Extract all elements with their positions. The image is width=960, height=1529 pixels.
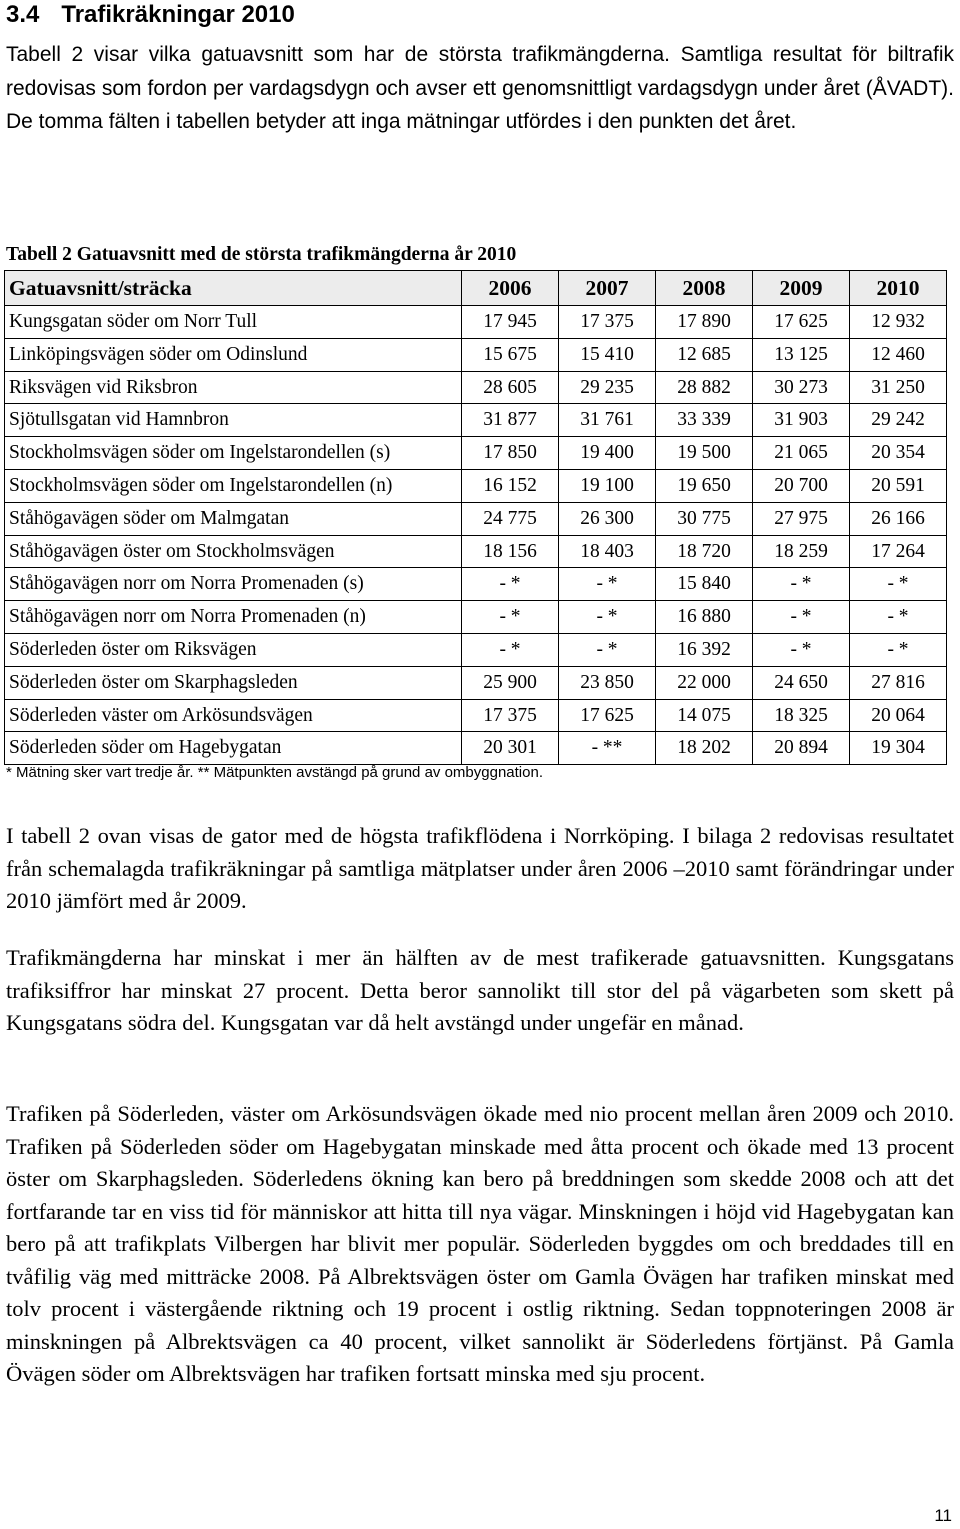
table-row — [5, 469, 947, 502]
row-label-cell: Ståhögavägen norr om Norra Promenaden (n) — [5, 601, 462, 634]
row-value-cell: - * — [753, 601, 850, 634]
row-label-cell: Kungsgatan söder om Norr Tull — [5, 306, 462, 339]
row-value-cell: 19 400 — [559, 437, 656, 470]
row-value-cell: - * — [559, 633, 656, 666]
row-value-cell: 24 775 — [462, 502, 559, 535]
row-value-cell: 17 264 — [850, 535, 947, 568]
row-value-cell: - * — [559, 601, 656, 634]
table-row — [5, 306, 947, 339]
row-value-cell: 28 605 — [462, 371, 559, 404]
row-value-cell: 14 075 — [656, 699, 753, 732]
row-value-cell: 15 840 — [656, 568, 753, 601]
row-label-cell: Linköpingsvägen söder om Odinslund — [5, 338, 462, 371]
row-label-cell: Ståhögavägen norr om Norra Promenaden (s) — [5, 568, 462, 601]
row-value-cell: 17 850 — [462, 437, 559, 470]
row-value-cell: 20 700 — [753, 469, 850, 502]
table-row — [5, 371, 947, 404]
row-value-cell: 16 392 — [656, 633, 753, 666]
row-value-cell: - * — [462, 568, 559, 601]
row-label-cell: Stockholmsvägen söder om Ingelstarondellen (s) — [5, 437, 462, 470]
row-value-cell: 20 354 — [850, 437, 947, 470]
table-row — [5, 601, 947, 634]
table-row — [5, 535, 947, 568]
table-header-row — [5, 271, 947, 306]
row-label-cell: Söderleden öster om Skarphagsleden — [5, 666, 462, 699]
table-row — [5, 338, 947, 371]
row-value-cell: 27 816 — [850, 666, 947, 699]
row-value-cell: 17 375 — [559, 306, 656, 339]
header-2010: 2010 — [850, 271, 947, 306]
header-2007: 2007 — [559, 271, 656, 306]
row-value-cell: - * — [850, 633, 947, 666]
table-row — [5, 633, 947, 666]
row-value-cell: 13 125 — [753, 338, 850, 371]
row-value-cell: 16 152 — [462, 469, 559, 502]
row-value-cell: 12 932 — [850, 306, 947, 339]
table-body — [5, 306, 947, 765]
row-value-cell: 16 880 — [656, 601, 753, 634]
row-value-cell: 22 000 — [656, 666, 753, 699]
header-2006: 2006 — [462, 271, 559, 306]
section-title: Trafikräkningar 2010 — [61, 1, 295, 28]
row-value-cell: 15 410 — [559, 338, 656, 371]
header-2008: 2008 — [656, 271, 753, 306]
row-label-cell: Sjötullsgatan vid Hamnbron — [5, 404, 462, 437]
paragraph-1: I tabell 2 ovan visas de gator med de högsta trafikflödena i Norrköping. I bilaga 2 redovisas resultatet från schemalagda trafikräkningar på samtliga mätplatser under åren 2006 –2010 samt förändringar under 2010 jämfört med år 2009. — [6, 823, 954, 913]
header-2009: 2009 — [753, 271, 850, 306]
table-row — [5, 568, 947, 601]
row-value-cell: 19 304 — [850, 732, 947, 765]
row-value-cell: 18 720 — [656, 535, 753, 568]
section-number: 3.4 — [6, 1, 40, 28]
row-label-cell: Söderleden söder om Hagebygatan — [5, 732, 462, 765]
table-row — [5, 437, 947, 470]
row-value-cell: 18 259 — [753, 535, 850, 568]
paragraph-2: Trafikmängderna har minskat i mer än hälften av de mest trafikerade gatuavsnitten. Kungsgatans trafiksiffror har minskat 27 procent. Detta beror sannolikt till stor del på vägarbeten som skett på Kungsgatans södra del. Kungsgatan var då helt avstängd under ungefär en månad. — [6, 945, 954, 1035]
row-value-cell: - * — [850, 568, 947, 601]
row-value-cell: 20 301 — [462, 732, 559, 765]
row-value-cell: 31 761 — [559, 404, 656, 437]
row-value-cell: - * — [850, 601, 947, 634]
row-value-cell: 29 235 — [559, 371, 656, 404]
row-value-cell: 19 500 — [656, 437, 753, 470]
row-value-cell: 17 945 — [462, 306, 559, 339]
table-row — [5, 502, 947, 535]
row-value-cell: 20 064 — [850, 699, 947, 732]
row-value-cell: 31 903 — [753, 404, 850, 437]
row-value-cell: - * — [559, 568, 656, 601]
row-value-cell: 30 273 — [753, 371, 850, 404]
row-value-cell: 12 685 — [656, 338, 753, 371]
row-value-cell: 18 325 — [753, 699, 850, 732]
row-value-cell: 17 890 — [656, 306, 753, 339]
paragraph-3: Trafiken på Söderleden, väster om Arkösundsvägen ökade med nio procent mellan åren 2009 och 2010. Trafiken på Söderleden söder om Hagebygatan minskade med åtta procent och ökade med 13 procent öster om Skarphagsleden. Söderledens ökning kan bero på breddningen som skedde 2008 och att det fortfarande tar en viss tid för människor att hitta till nya vägar. Minskningen i höjd vid Hagebygatan kan bero på att trafikplats Vilbergen har blivit mer populär. Söderleden byggdes om och breddades till en tvåfilig väg med mitträcke 2008. På Albrektsvägen öster om Gamla Övägen har trafiken minskat med tolv procent i västergående riktning och 19 procent i ostlig riktning. Sedan toppnoteringen 2008 är minskningen på Albrektsvägen ca 40 procent, vilket sannolikt är Söderledens förtjänst. På Gamla Övägen söder om Albrektsvägen har trafiken fortsatt minska med sju procent. — [6, 1101, 954, 1386]
row-value-cell: 19 650 — [656, 469, 753, 502]
row-value-cell: 17 625 — [559, 699, 656, 732]
row-value-cell: 12 460 — [850, 338, 947, 371]
row-value-cell: 24 650 — [753, 666, 850, 699]
row-value-cell: 33 339 — [656, 404, 753, 437]
row-value-cell: 18 156 — [462, 535, 559, 568]
row-value-cell: 18 403 — [559, 535, 656, 568]
section-heading — [6, 0, 295, 30]
row-value-cell: 27 975 — [753, 502, 850, 535]
intro-paragraph: Tabell 2 visar vilka gatuavsnitt som har de största trafikmängderna. Samtliga resultat för biltrafik redovisas som fordon per vardagsdygn och avser ett genomsnittligt vardagsdygn under året (ÅVADT). De tomma fälten i tabellen betyder att inga mätningar utfördes i den punkten det året. — [6, 43, 954, 133]
row-value-cell: 25 900 — [462, 666, 559, 699]
row-value-cell: 18 202 — [656, 732, 753, 765]
table-row — [5, 666, 947, 699]
row-value-cell: - * — [462, 633, 559, 666]
row-value-cell: 30 775 — [656, 502, 753, 535]
table-caption: Tabell 2 Gatuavsnitt med de största trafikmängderna år 2010 — [6, 244, 517, 265]
table-row — [5, 404, 947, 437]
row-value-cell: 20 591 — [850, 469, 947, 502]
row-label-cell: Stockholmsvägen söder om Ingelstarondellen (n) — [5, 469, 462, 502]
row-value-cell: - * — [462, 601, 559, 634]
row-value-cell: 17 625 — [753, 306, 850, 339]
row-value-cell: 31 877 — [462, 404, 559, 437]
table-footnote: * Mätning sker vart tredje år. ** Mätpunkten avstängd på grund av ombyggnation. — [6, 764, 543, 781]
traffic-table — [4, 270, 947, 765]
row-value-cell: - ** — [559, 732, 656, 765]
row-value-cell: 26 166 — [850, 502, 947, 535]
row-value-cell: 26 300 — [559, 502, 656, 535]
row-value-cell: 21 065 — [753, 437, 850, 470]
page-number: 11 — [934, 1506, 952, 1525]
table-row — [5, 732, 947, 765]
row-value-cell: 15 675 — [462, 338, 559, 371]
row-value-cell: 28 882 — [656, 371, 753, 404]
row-value-cell: 29 242 — [850, 404, 947, 437]
row-value-cell: 31 250 — [850, 371, 947, 404]
row-label-cell: Ståhögavägen öster om Stockholmsvägen — [5, 535, 462, 568]
row-value-cell: 17 375 — [462, 699, 559, 732]
row-label-cell: Söderleden väster om Arkösundsvägen — [5, 699, 462, 732]
row-value-cell: - * — [753, 633, 850, 666]
row-value-cell: - * — [753, 568, 850, 601]
header-gatuavsnitt: Gatuavsnitt/sträcka — [5, 271, 462, 306]
row-value-cell: 20 894 — [753, 732, 850, 765]
row-label-cell: Ståhögavägen söder om Malmgatan — [5, 502, 462, 535]
row-label-cell: Riksvägen vid Riksbron — [5, 371, 462, 404]
row-value-cell: 19 100 — [559, 469, 656, 502]
row-label-cell: Söderleden öster om Riksvägen — [5, 633, 462, 666]
table-row — [5, 699, 947, 732]
row-value-cell: 23 850 — [559, 666, 656, 699]
